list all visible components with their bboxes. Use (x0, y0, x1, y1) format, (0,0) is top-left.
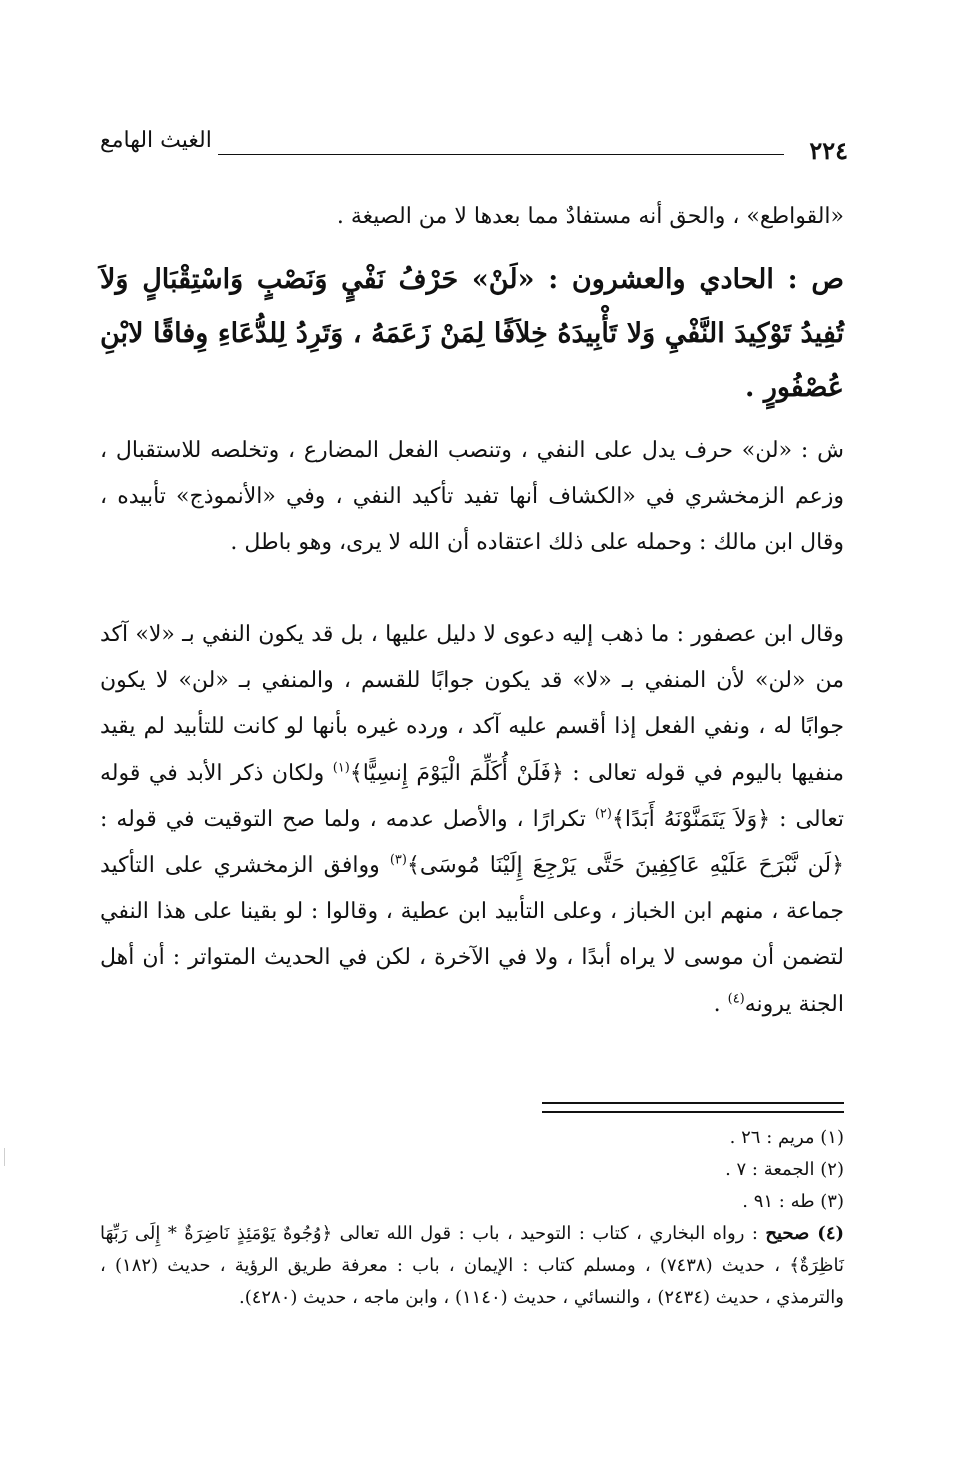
sharh-text-part-4: ووافق الزمخشري على التأكيد جماعة ، منهم ابن الخباز ، وعلى التأبيد ابن عطية ، وقالوا : لو بقينا على هذا النفي لتضمن أن موسى لا يراه أبدًا ، ولا في الآخرة ، لكن في الحديث المتواتر : أن أهل الجنة يرونه (100, 853, 844, 1017)
sharh-text-part-1: وقال ابن عصفور : ما ذهب إليه دعوى لا دليل عليها ، بل قد يكون النفي بـ «لا» آكد من «لن» لأن المنفي بـ «لا» قد يكون جوابًا للقسم ، والمنفي بـ «لن» لا يكون جوابًا له ، ونفي الفعل إذا أقسم عليه آكد ، ورده غيره بأنها لو كانت للتأبيد لم يقيد منفيها باليوم في قوله تعالى : (100, 622, 844, 786)
quran-verse-2: ﴿وَلاَ يَتَمَنَّوْنَهُ أَبَدًا﴾ (611, 806, 771, 832)
book-title: الغيث الهامع (100, 128, 212, 153)
footnote-4-label: (٤) صحيح (765, 1223, 845, 1244)
footnote-ref-1[interactable]: (١) (332, 760, 350, 776)
matn-text: «لَنْ» حَرْفُ نَفْيٍ وَنَصْبٍ وَاسْتِقْبَالٍ وَلاَ تُفِيدُ تَوْكِيدَ النَّفْيِ وَلا تَأْبِيدَهُ خِلاَفًا لِمَنْ زَعَمَهُ ، وَتَرِدُ لِلدُّعَاءِ وِفاقًا لابْنِ عُصْفُورٍ . (100, 264, 844, 403)
footnote-ref-3[interactable]: (٣) (389, 852, 407, 868)
header-rule (218, 154, 784, 155)
matn-paragraph (100, 253, 844, 415)
sharh-text-end: . (713, 991, 728, 1017)
page-number: ٢٢٤ (809, 136, 848, 165)
footnote-4-text: : رواه البخاري ، كتاب : التوحيد ، باب : قول الله تعالى ﴿وُجُوهٌ يَوْمَئِذٍ نَاضِرَةٌ * إِلَى رَبِّهَا نَاظِرَةٌ﴾ ، حديث (٧٤٣٨) ، ومسلم كتاب : الإيمان ، باب : معرفة طريق الرؤية ، حديث (١٨٢) ، والترمذي ، حديث (٢٤٣٤) ، والنسائي ، حديث (١١٤٠) ، وابن ماجه ، حديث (٤٢٨٠). (100, 1223, 844, 1308)
sharh-text-part-3: تكرارًا ، والأصل عدمه ، ولما صح التوقيت في قوله : (100, 806, 595, 832)
footnote-3: (٣) طه : ٩١ . (742, 1191, 844, 1212)
footnote-separator (542, 1102, 844, 1113)
footnote-ref-2[interactable]: (٢) (594, 806, 612, 822)
footnote-2: (٢) الجمعة : ٧ . (725, 1159, 844, 1180)
continuation-paragraph: «القواطع» ، والحق أنه مستفادٌ مما بعدها لا من الصيغة . (336, 204, 844, 229)
matn-prefix: ص : الحادي والعشرون : (534, 264, 844, 295)
sharh-paragraph-1: ش : «لن» حرف يدل على النفي ، وتنصب الفعل المضارع ، وتخلصه للاستقبال ، وزعم الزمخشري في «الكشاف أنها تفيد تأكيد النفي ، وفي «الأنموذج» تأبيده ، وقال ابن مالك : وحمله على ذلك اعتقاده أن الله لا يرى، وهو باطل . (100, 438, 844, 555)
footnote-1: (١) مريم : ٢٦ . (729, 1127, 844, 1148)
footnote-ref-4[interactable]: (٤) (727, 991, 745, 1007)
quran-verse-1: ﴿فَلَنْ أُكَلِّمَ الْيَوْمَ إِنسِيًّا﴾ (349, 760, 564, 786)
running-header (100, 128, 848, 178)
quran-verse-3: ﴿لَن نَّبْرَحَ عَلَيْهِ عَاكِفِينَ حَتَّى يَرْجِعَ إِلَيْنَا مُوسَى﴾ (406, 853, 845, 879)
footnote-4 (100, 1218, 844, 1314)
sharh-text-part-2: ولكان ذكر الأبد في قوله تعالى : (100, 760, 844, 832)
footnotes (100, 1122, 844, 1314)
sharh-paragraph-2 (100, 612, 844, 1028)
scan-margin-mark (4, 1148, 5, 1166)
